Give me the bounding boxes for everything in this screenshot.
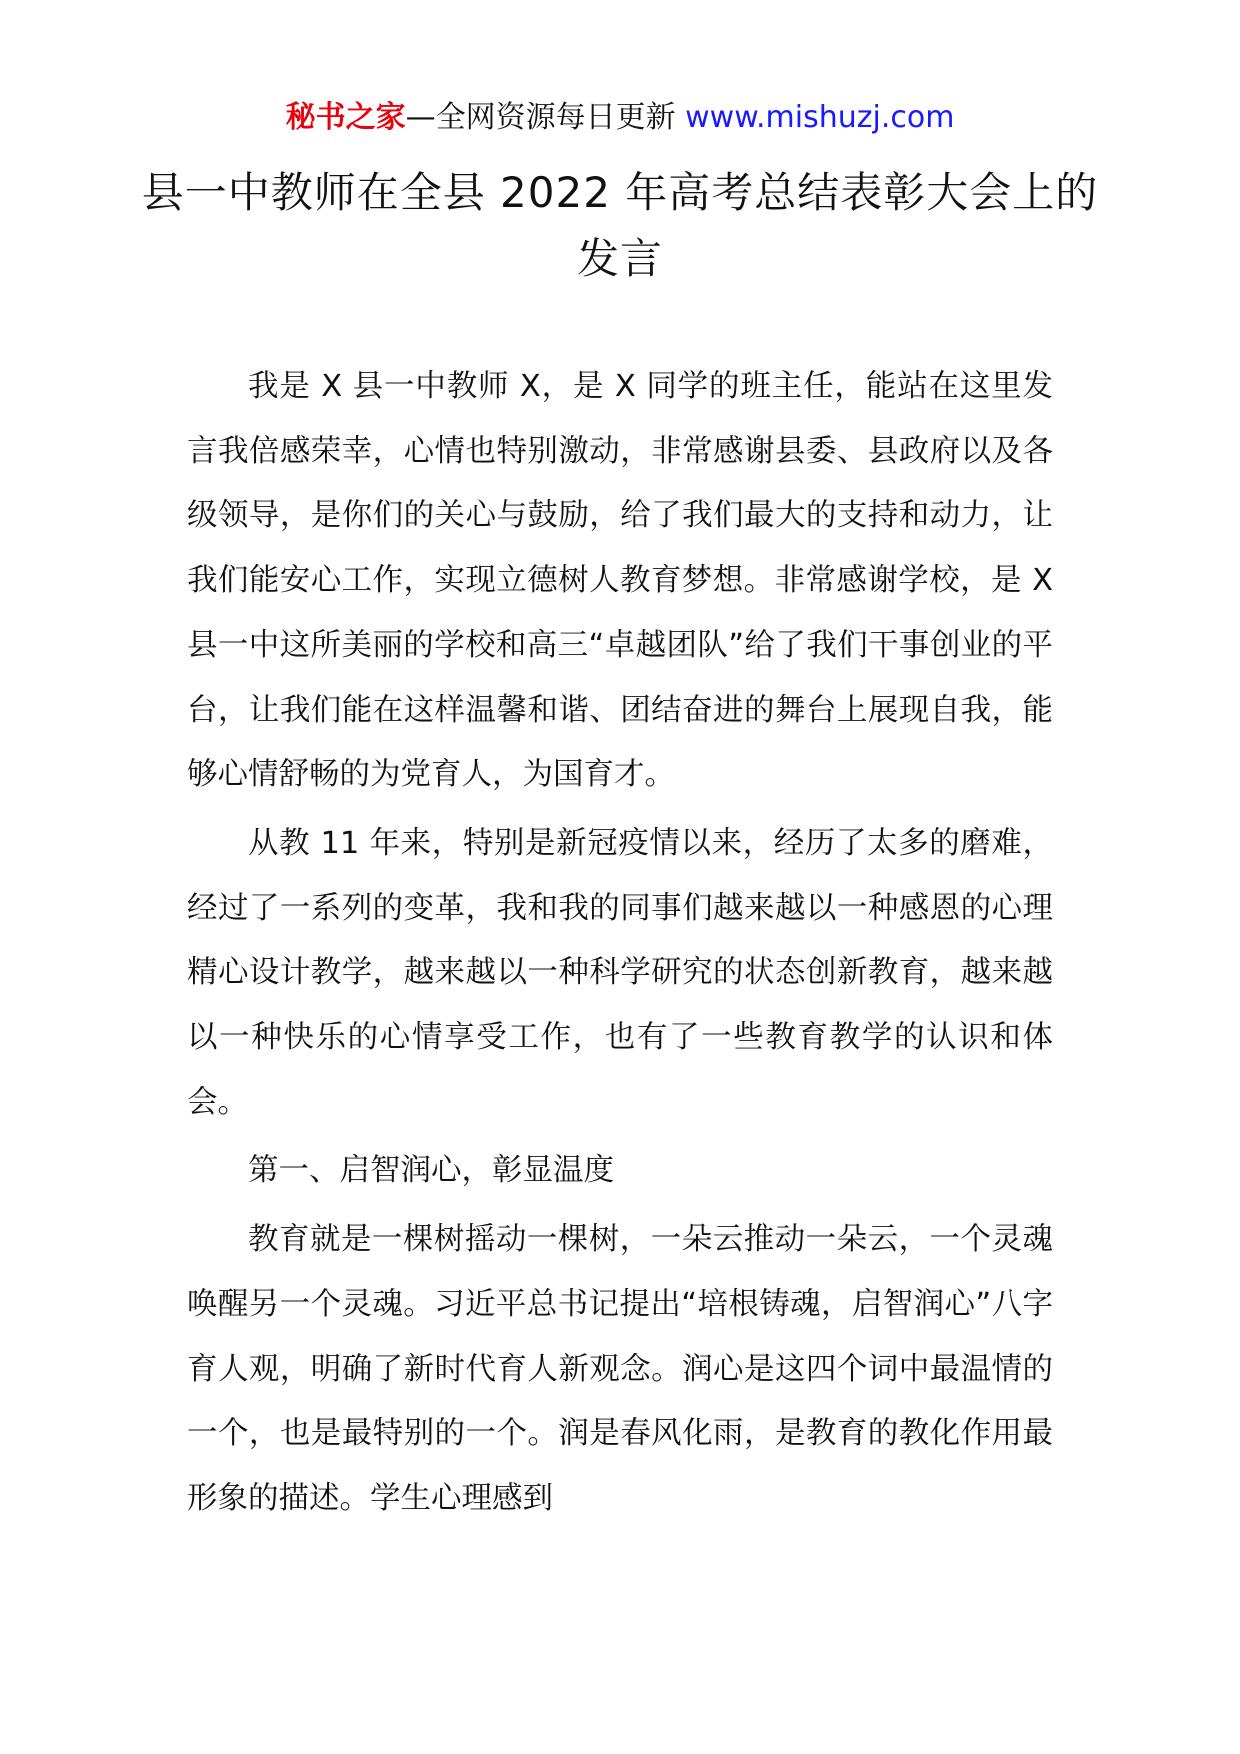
site-header xyxy=(0,98,1240,138)
site-tagline: —全网资源每日更新 xyxy=(405,100,676,135)
site-url-link[interactable]: www.mishuzj.com xyxy=(685,100,955,135)
section-heading-first: 第一、启智润心，彰显温度 xyxy=(248,1153,614,1189)
paragraph-section-first: 教育就是一棵树摇动一棵树，一朵云推动一朵云，一个灵魂唤醒另一个灵魂。习近平总书记提出“培根铸魂，启智润心”八字育人观，明确了新时代育人新观念。润心是这四个词中最温情的一个，也是最特别的一个。润是春风化雨，是教育的教化作用最形象的描述。学生心理感到 xyxy=(187,1222,1053,1516)
paragraph-intro: 我是 X 县一中教师 X，是 X 同学的班主任，能站在这里发言我倍感荣幸，心情也特别激动，非常感谢县委、县政府以及各级领导，是你们的关心与鼓励，给了我们最大的支持和动力，让我们能安心工作，实现立德树人教育梦想。非常感谢学校，是 X 县一中这所美丽的学校和高三“卓越团队”给了我们干事创业的平台，让我们能在这样温馨和谐、团结奋进的舞台上展现自我，能够心情舒畅的为党育人，为国育才。 xyxy=(187,369,1053,793)
paragraph-experience: 从教 11 年来，特别是新冠疫情以来，经历了太多的磨难，经过了一系列的变革，我和我的同事们越来越以一种感恩的心理精心设计教学，越来越以一种科学研究的状态创新教育，越来越以一种快乐的心情享受工作，也有了一些教育教学的认识和体会。 xyxy=(187,825,1053,1120)
document-body xyxy=(187,355,1053,1536)
document-title: 县一中教师在全县 2022 年高考总结表彰大会上的发言 xyxy=(141,168,1099,283)
site-brand: 秘书之家 xyxy=(285,100,406,135)
